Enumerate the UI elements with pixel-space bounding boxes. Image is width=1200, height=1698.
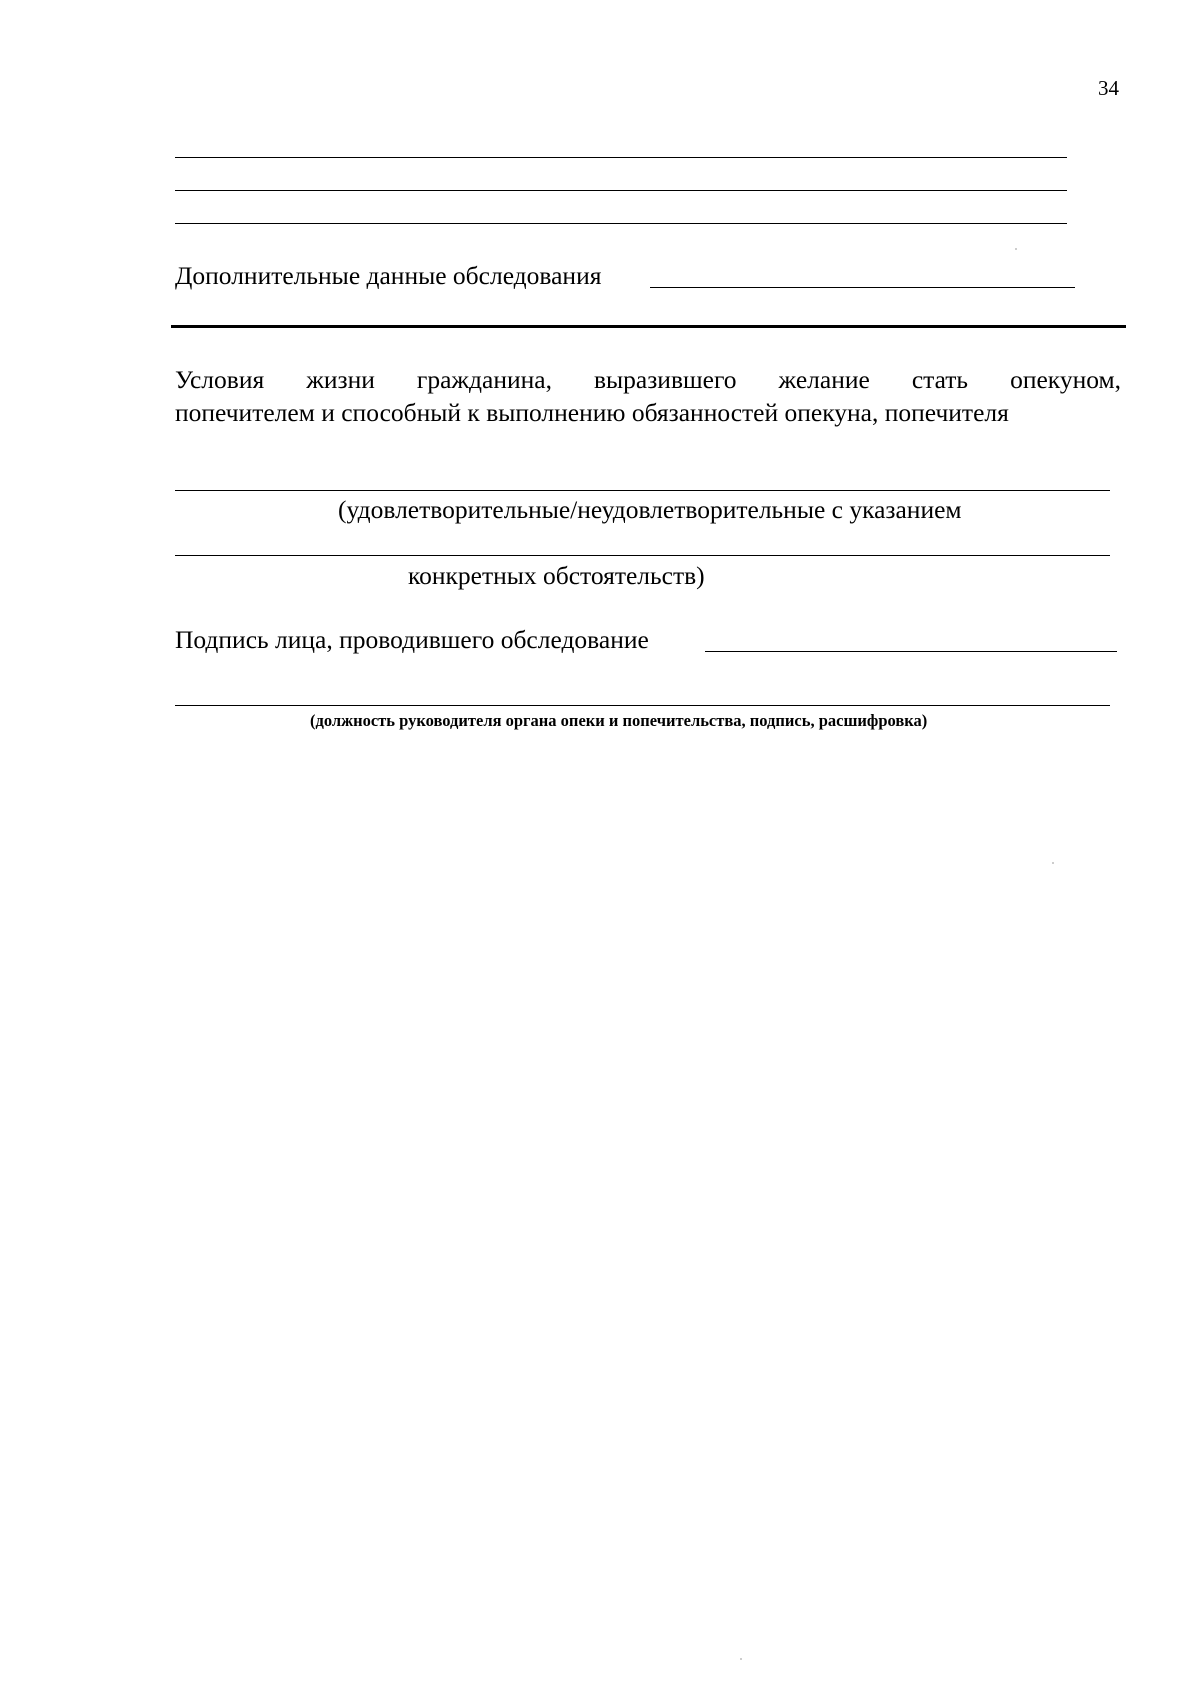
conditions-hint-line-1: (удовлетворительные/неудовлетворительные с указанием (338, 495, 962, 524)
blank-line-3 (175, 223, 1067, 224)
page-number: 34 (1098, 76, 1119, 100)
living-conditions-line-2: попечителем и способный к выполнению обязанностей опекуна, попечителя (175, 398, 1009, 427)
additional-data-label: Дополнительные данные обследования (175, 261, 602, 290)
blank-line-1 (175, 157, 1067, 158)
scan-speck (1052, 862, 1054, 864)
signature-field (705, 651, 1117, 652)
conditions-hint-line-2: конкретных обстоятельств) (408, 561, 705, 590)
conditions-field-1 (175, 490, 1110, 491)
additional-data-field (650, 287, 1075, 288)
conditions-field-2 (175, 555, 1110, 556)
head-signature-caption: (должность руководителя органа опеки и попечительства, подпись, расшифровка) (310, 711, 928, 730)
scan-speck (740, 1658, 742, 1660)
signature-label: Подпись лица, проводившего обследование (175, 625, 649, 654)
section-divider (171, 325, 1126, 328)
head-signature-field (175, 705, 1110, 706)
scan-speck (1015, 248, 1017, 250)
blank-line-2 (175, 190, 1067, 191)
living-conditions-line-1: Условия жизни гражданина, выразившего желание стать опекуном, (175, 365, 1121, 394)
